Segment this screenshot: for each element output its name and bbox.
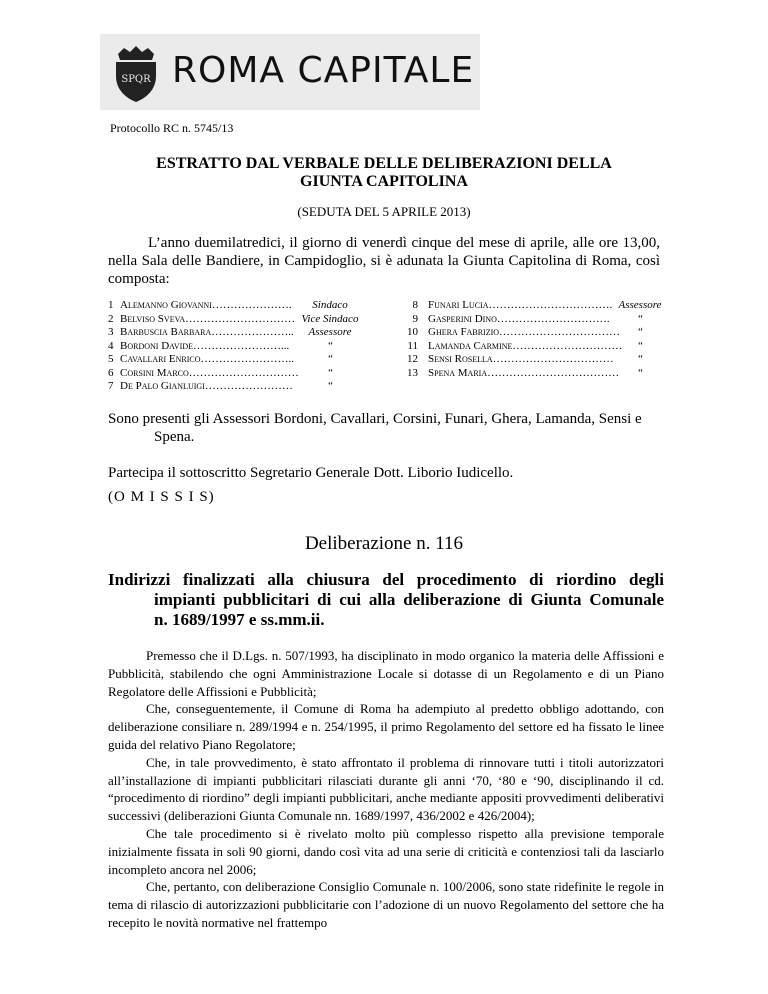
body-paragraph: Premesso che il D.Lgs. n. 507/1993, ha disciplinato in modo organico la materia delle Affissioni e Pubblicità, stabilendo che ogni Amministrazione Locale si dotasse di un Regolamento e di un Piano Regolatore delle Affissioni e Pubblicità; (108, 648, 664, 699)
subject-line-1: Indirizzi finalizzati alla chiusura del procedimento di riordino degli (108, 570, 664, 589)
member-role: “ (636, 366, 644, 379)
member-role: Assessore (308, 326, 352, 338)
deliberation-number: Deliberazione n. 116 (304, 533, 464, 554)
logo-text: ROMA CAPITALE (172, 50, 475, 91)
body-paragraph: Che, conseguentemente, il Comune di Roma ha adempiuto al predetto obbligo adottando, con deliberazione consiliare n. 289/1994 e n. 254/1995, il primo Regolamento del settore ed ha fissato le linee guida del relativo Piano Regolatore; (108, 701, 664, 752)
member-row (404, 353, 672, 367)
member-name: Spena Maria……………………………… (428, 366, 620, 379)
member-row (108, 299, 368, 313)
title-line-1: ESTRATTO DAL VERBALE DELLE DELIBERAZIONI DELLA (156, 155, 612, 172)
member-name: Gasperini Dino…………………………. (428, 312, 610, 325)
member-name: Belviso Sveva………………………… (120, 312, 296, 325)
member-row (108, 313, 368, 327)
present-assessors (108, 410, 668, 446)
member-number: 11 (407, 339, 418, 352)
member-row (404, 367, 672, 381)
member-role: “ (636, 326, 644, 338)
member-role: Sindaco (312, 299, 348, 311)
member-role: Assessore (618, 299, 662, 311)
deliberation-body (108, 647, 664, 932)
member-row (404, 326, 672, 340)
member-number: 1 (108, 299, 114, 311)
protocol-number: Protocollo RC n. 5745/13 (110, 121, 234, 135)
intro-paragraph (108, 234, 660, 288)
member-role: “ (636, 353, 644, 365)
emblem-text: SPQR (121, 74, 151, 85)
member-name: Ghera Fabrizio…………………………… (428, 326, 621, 338)
body-paragraph: Che tale procedimento si è rivelato molto più complesso rispetto alla previsione temporale inizialmente fissata in soli 90 giorni, dando così vita ad una serie di criticità e contenziosi tali da lasciarlo incompleto ancora nel 2006; (108, 825, 664, 877)
member-name: Sensi Rosella…………………………… (428, 353, 614, 365)
member-name: Barbuscia Barbara………………….. (120, 326, 294, 338)
member-row (108, 340, 368, 354)
member-number: 5 (108, 353, 114, 365)
member-name: Alemanno Giovanni…………………. (120, 299, 292, 311)
member-number: 4 (108, 339, 114, 352)
member-number: 6 (108, 366, 114, 379)
member-name: Corsini Marco………………………… (120, 366, 299, 379)
member-number: 13 (407, 366, 418, 379)
member-role: “ (326, 366, 334, 379)
body-paragraph: Che, pertanto, con deliberazione Consiglio Comunale n. 100/2006, sono state ridefinite le regole in tema di rilascio di autorizzazioni pubblicitarie con l’adozione di un nuovo Regolamento del settore che ha recepito le novità normative nel frattempo (108, 879, 664, 930)
member-number: 2 (108, 312, 114, 325)
present-line-1: Sono presenti gli Assessori Bordoni, Cavallari, Corsini, Funari, Ghera, Lamanda, Sensi e (108, 411, 642, 427)
member-number: 10 (407, 326, 418, 338)
member-row (108, 367, 368, 381)
subject-line-3: n. 1689/1997 e ss.mm.ii. (154, 610, 325, 629)
member-number: 3 (108, 326, 114, 338)
body-paragraph: Che, in tale provvedimento, è stato affrontato il problema di rinnovare tutti i titoli autorizzatori all’installazione di impianti pubblicitari rilasciati durante gli anni ‘70, ‘80 e ‘90, disciplinando il cd. “procedimento di riordino” degli impianti pubblicitari, anche mediante appositi provvedimenti deliberativi successivi (deliberazioni Giunta Comunale nn. 1689/1997, 436/2002 e 426/2004); (108, 754, 664, 824)
members-list-left (108, 299, 368, 394)
member-name: Lamanda Carmine………………………… (428, 339, 623, 352)
spqr-emblem-icon (104, 40, 168, 104)
member-number: 12 (407, 353, 418, 365)
member-role: “ (326, 380, 334, 392)
members-list-right (404, 299, 672, 380)
member-role: “ (326, 339, 334, 352)
omissis-note: (O M I S S I S) (108, 489, 215, 505)
member-role: “ (326, 353, 334, 365)
member-row (404, 313, 672, 327)
title-line-2: GIUNTA CAPITOLINA (300, 173, 468, 190)
roma-capitale-logo (100, 34, 480, 110)
member-name: Funari Lucia……………………………. (428, 299, 613, 311)
member-role: “ (636, 339, 644, 352)
member-role: Vice Sindaco (301, 312, 359, 325)
member-row (404, 340, 672, 354)
member-name: Bordoni Davide……………………... (120, 339, 290, 352)
member-row (108, 380, 368, 394)
member-name: De Palo Gianluigi…………………… (120, 380, 293, 392)
member-number: 8 (412, 299, 418, 311)
member-role: “ (636, 312, 644, 325)
session-date: (SEDUTA DEL 5 APRILE 2013) (297, 204, 471, 219)
member-row (108, 326, 368, 340)
member-row (108, 353, 368, 367)
present-line-2: Spena. (154, 429, 195, 445)
deliberation-subject (108, 570, 664, 630)
intro-text: L’anno duemilatredici, il giorno di venerdì cinque del mese di aprile, alle ore 13,00, nella Sala delle Bandiere, in Campidoglio, si è adunata la Giunta Capitolina di Roma, così composta: (108, 235, 660, 287)
member-number: 9 (412, 312, 418, 325)
document-title (108, 155, 660, 191)
member-number: 7 (108, 380, 114, 392)
secretary-statement: Partecipa il sottoscritto Segretario Generale Dott. Liborio Iudicello. (108, 465, 514, 481)
subject-line-2: impianti pubblicitari di cui alla deliberazione di Giunta Comunale (154, 590, 664, 609)
member-row (404, 299, 672, 313)
member-name: Cavallari Enrico…………………….. (120, 353, 295, 365)
